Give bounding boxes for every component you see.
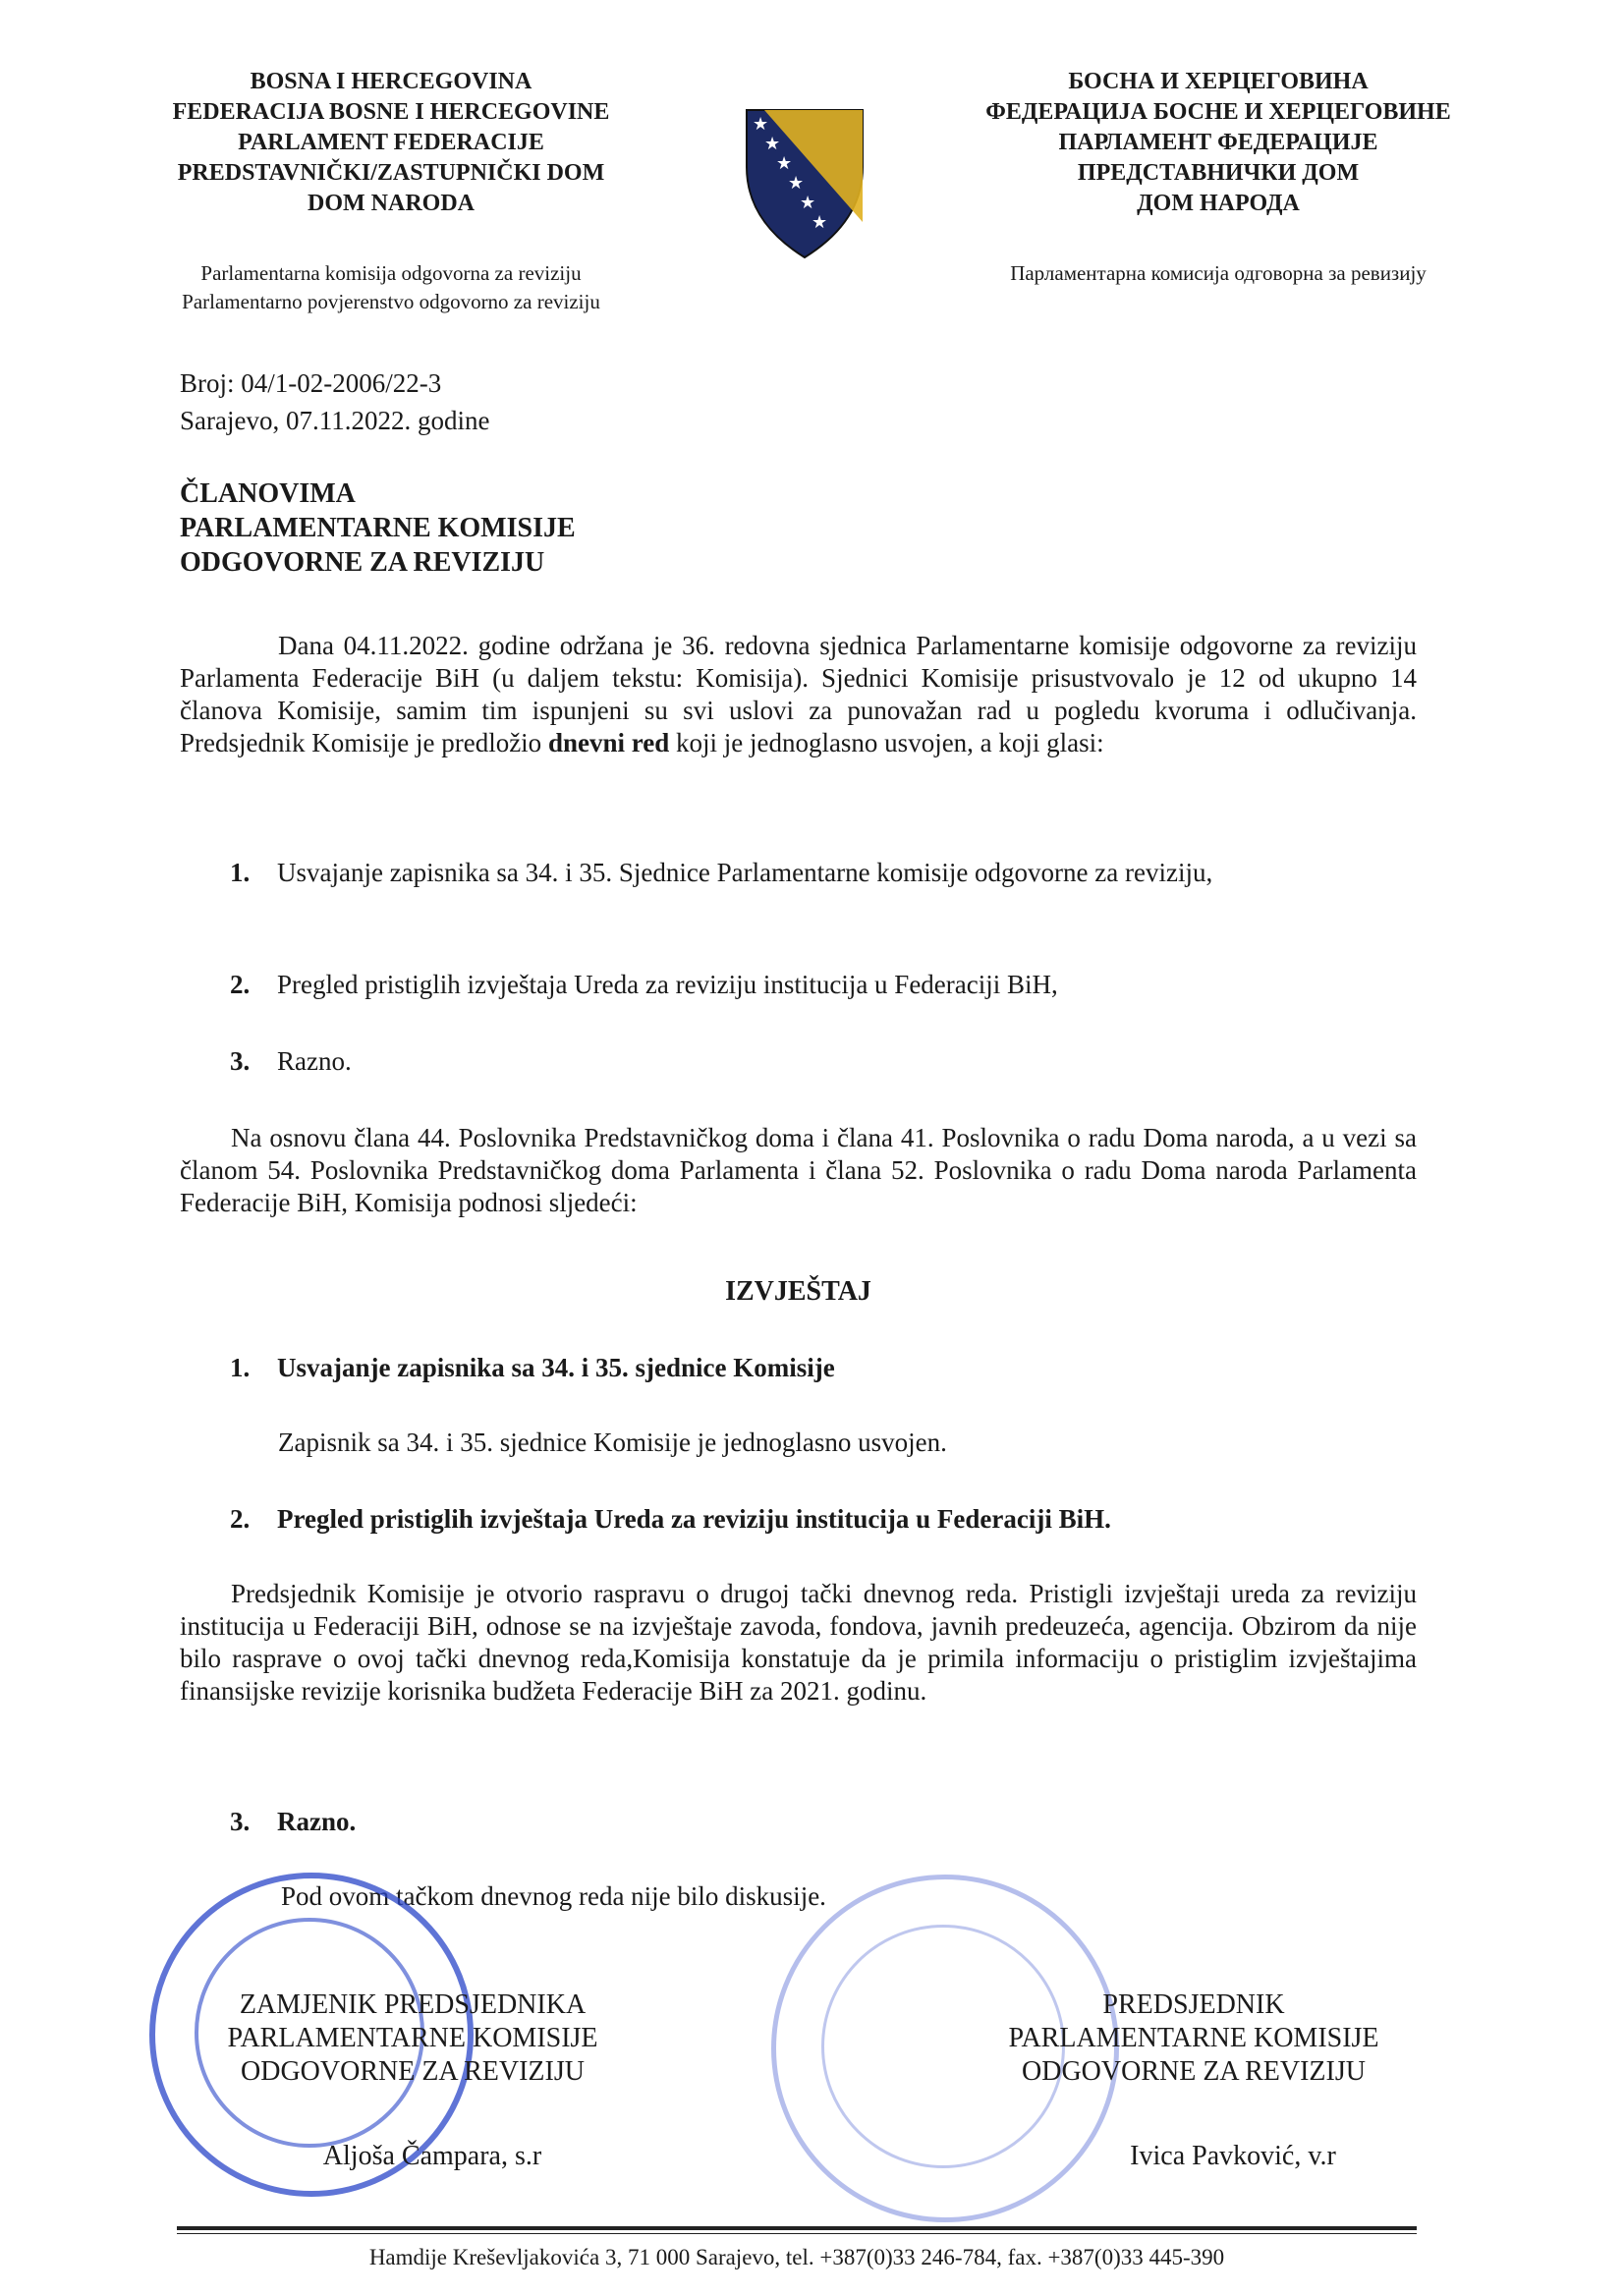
footer-address: Hamdije Kreševljakovića 3, 71 000 Sarajevo, tel. +387(0)33 246-784, fax. +387(0)33 445-390 [368, 2245, 1225, 2269]
header-left [106, 67, 676, 219]
footer-rule-thin [177, 2233, 1417, 2234]
header-right-line: ФЕДЕРАЦИЈА БОСНЕ И ХЕРЦЕГОВИНЕ [985, 99, 1451, 125]
report-body: Predsjednik Komisije je otvorio raspravu o drugoj tački dnevnog reda. Pristigli izvještaji ureda za reviziju institucija u Federaciji BiH, odnose se na izvještaje zavoda, fondova, javnih predeuzeća, agencija. Obzirom da nije bilo rasprave o ovoj tački dnevnog reda,Komisija konstatuje da je primila informaciju o pristiglim izvještajima finansijske revizije korisnika budžeta Federacije BiH za 2021. godinu. [180, 1579, 1417, 1706]
recipient-line: ČLANOVIMA [180, 478, 356, 509]
header-right-line: ПРЕДСТАВНИЧКИ ДОМ [1077, 160, 1360, 186]
agenda-number: 3. [230, 1046, 251, 1076]
agenda-text: Pregled pristiglih izvještaja Ureda za reviziju institucija u Federaciji BiH, [277, 970, 1058, 999]
report-body: Zapisnik sa 34. i 35. sjednice Komisije je jednoglasno usvojen. [278, 1428, 947, 1457]
document-place-date: Sarajevo, 07.11.2022. godine [180, 406, 490, 435]
intro-text: Dana 04.11.2022. godine održana je 36. redovna sjednica Parlamentarne komisije odgovorne za reviziju Parlamenta Federacije BiH (u daljem tekstu: Komisija). Sjednici Komisije prisustvovalo je 12 od ukupno 14 članova Komisije, samim tim ispunjeni su svi uslovi za punovažan rad u pogledu kvoruma i odlučivanja. Predsjednik Komisije je predložio [180, 631, 1417, 757]
signature-left [167, 1988, 658, 2173]
recipient-line: PARLAMENTARNE KOMISIJE [180, 513, 576, 543]
agenda-text: Usvajanje zapisnika sa 34. i 35. Sjednice Parlamentarne komisije odgovorne za reviziju, [277, 858, 1213, 887]
report-number: 3. [230, 1807, 251, 1836]
signature-left-name: Aljoša Čampara, s.r [322, 2141, 542, 2171]
legal-basis-paragraph: Na osnovu člana 44. Poslovnika Predstavničkog doma i člana 41. Poslovnika o radu Doma naroda, a u vezi sa članom 54. Poslovnika Predstavničkog doma Parlamenta i člana 52. Poslovnika o radu Doma naroda Parlamenta Federacije BiH, Komisija podnosi sljedeći: [180, 1123, 1417, 1217]
report-number: 1. [230, 1353, 251, 1382]
svg-text:★: ★ [753, 114, 769, 135]
agenda-number: 2. [230, 970, 251, 999]
report-number: 2. [230, 1504, 251, 1534]
signature-right-title: ODGOVORNE ZA REVIZIJU [1022, 2056, 1366, 2087]
coat-of-arms-svg [743, 106, 867, 261]
report-title: IZVJEŠTAJ [725, 1276, 871, 1307]
header-left-line: DOM NARODA [308, 191, 475, 216]
header-left-line: PARLAMENT FEDERACIJE [238, 130, 544, 155]
report-body: Pod ovom tačkom dnevnog reda nije bilo diskusije. [281, 1881, 826, 1911]
header-left-line: BOSNA I HERCEGOVINA [250, 69, 532, 94]
recipient-line: ODGOVORNE ZA REVIZIJU [180, 547, 545, 578]
report-heading-text: Usvajanje zapisnika sa 34. i 35. sjednice Komisije [277, 1353, 835, 1382]
svg-text:★: ★ [788, 173, 805, 194]
intro-text-end: koji je jednoglasno usvojen, a koji glasi: [669, 728, 1104, 757]
header-right-line: ПАРЛАМЕНТ ФЕДЕРАЦИЈЕ [1058, 130, 1378, 155]
signature-left-title: PARLAMENTARNE KOMISIJE [227, 2023, 598, 2053]
svg-text:★: ★ [764, 134, 781, 154]
recipient [180, 476, 966, 580]
header-left-subtitle [96, 259, 686, 316]
header-right-subtitle [924, 259, 1513, 288]
header-left-sub-line: Parlamentarno povjerenstvo odgovorno za reviziju [182, 290, 600, 313]
agenda-text: Razno. [277, 1046, 352, 1076]
header-right [933, 67, 1503, 219]
header-left-sub-line: Parlamentarna komisija odgovorna za reviziju [200, 261, 582, 285]
header-left-line: FEDERACIJA BOSNE I HERCEGOVINE [172, 99, 610, 125]
header-right-line: ДОМ НАРОДА [1137, 191, 1300, 216]
signature-right-title: PREDSJEDNIK [1102, 1989, 1285, 2020]
document-meta [180, 364, 868, 439]
footer-rule [177, 2226, 1417, 2230]
intro-bold: dnevni red [547, 728, 670, 757]
signature-left-title: ZAMJENIK PREDSJEDNIKA [239, 1989, 587, 2020]
coat-of-arms-icon [743, 106, 867, 261]
svg-text:★: ★ [776, 153, 793, 174]
report-heading-text: Razno. [277, 1807, 357, 1836]
signature-right-name: Ivica Pavković, v.r [1130, 2141, 1336, 2171]
report-heading-text: Pregled pristiglih izvještaja Ureda za reviziju institucija u Federaciji BiH. [277, 1504, 1111, 1534]
document-number: Broj: 04/1-02-2006/22-3 [180, 368, 442, 398]
signature-left-title: ODGOVORNE ZA REVIZIJU [241, 2056, 585, 2087]
header-right-sub-line: Парламентарна комисија одговорна за ревизију [1010, 261, 1427, 285]
signature-right-title: PARLAMENTARNE KOMISIJE [1008, 2023, 1379, 2053]
intro-paragraph [180, 630, 1417, 759]
header-left-line: PREDSTAVNIČKI/ZASTUPNIČKI DOM [177, 160, 605, 186]
svg-text:★: ★ [812, 212, 828, 233]
svg-text:★: ★ [800, 193, 816, 213]
agenda-number: 1. [230, 858, 251, 887]
signature-right [948, 1988, 1439, 2173]
header-right-line: БОСНА И ХЕРЦЕГОВИНА [1068, 69, 1369, 94]
